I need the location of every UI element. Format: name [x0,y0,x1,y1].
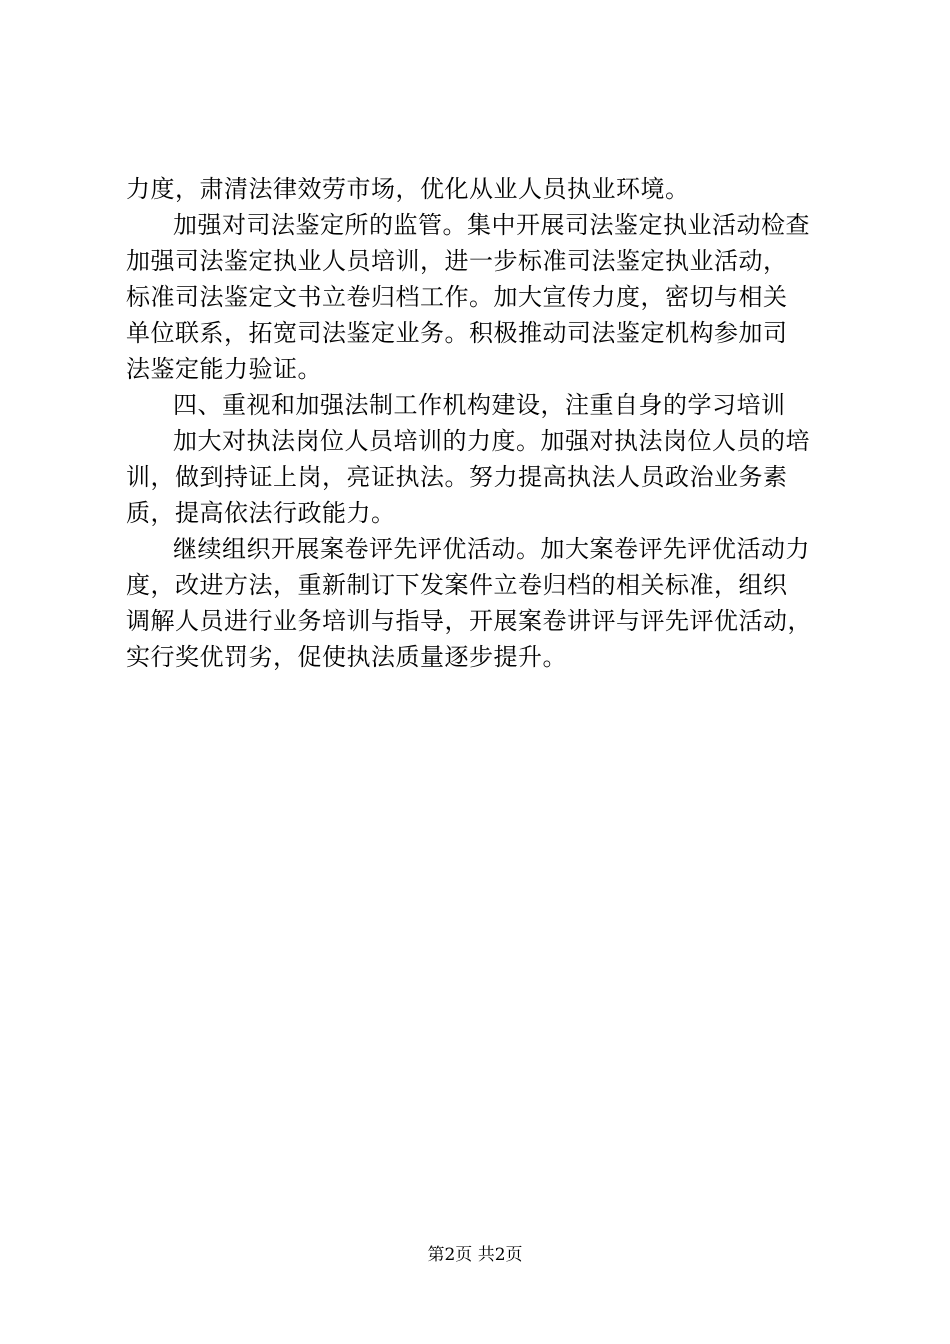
paragraph-first-line: 继续组织开展案卷评先评优活动。加大案卷评先评优活动力 [173,535,810,563]
paragraph-first-line: 加强对司法鉴定所的监管。集中开展司法鉴定执业活动检查 [173,211,810,239]
text-line: 度，改进方法，重新制订下发案件立卷归档的相关标准，组织 [126,571,788,599]
paragraph-first-line: 加大对执法岗位人员培训的力度。加强对执法岗位人员的培 [173,427,810,455]
page-footer: 第2页 共2页 [427,1245,523,1265]
text-line: 实行奖优罚劣，促使执法质量逐步提升。 [126,643,567,671]
text-line: 力度，肃清法律效劳市场，优化从业人员执业环境。 [126,175,690,203]
section-heading: 四、重视和加强法制工作机构建设，注重自身的学习培训 [173,391,786,419]
text-line: 标准司法鉴定文书立卷归档工作。加大宣传力度，密切与相关 [126,283,788,311]
text-line: 调解人员进行业务培训与指导，开展案卷讲评与评先评优活动， [126,607,812,635]
text-line: 加强司法鉴定执业人员培训，进一步标准司法鉴定执业活动， [126,247,788,275]
text-line: 训，做到持证上岗，亮证执法。努力提高执法人员政治业务素 [126,463,788,491]
text-line: 法鉴定能力验证。 [126,355,322,383]
document-body [126,171,846,675]
text-line: 质，提高依法行政能力。 [126,499,396,527]
text-line: 单位联系，拓宽司法鉴定业务。积极推动司法鉴定机构参加司 [126,319,788,347]
